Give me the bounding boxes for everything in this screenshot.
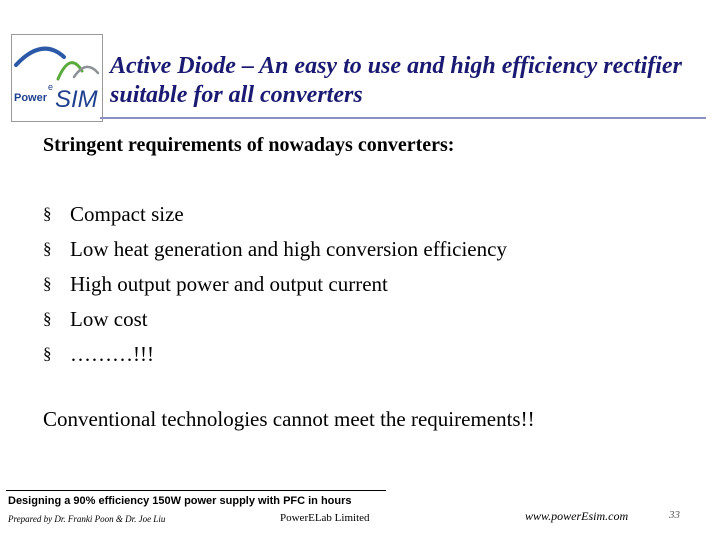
logo-sim-text: SIM — [55, 86, 98, 113]
logo-blue-arc — [16, 49, 64, 65]
list-item-text: Compact size — [70, 202, 184, 226]
list-item — [43, 235, 507, 270]
footer-divider — [6, 490, 386, 491]
bullet-marker: § — [43, 204, 52, 223]
bullet-marker: § — [43, 274, 52, 293]
bullet-marker: § — [43, 239, 52, 258]
title-divider — [100, 117, 706, 119]
bullet-marker: § — [43, 309, 52, 328]
footer-company: PowerELab Limited — [280, 512, 370, 524]
slide-title-line-1: Active Diode – An easy to use and high efficiency rectifier — [110, 53, 682, 79]
footer-url: www.powerEsim.com — [525, 509, 629, 523]
power-e-sim-logo — [11, 34, 103, 122]
slide-title-line-2: suitable for all converters — [110, 82, 363, 108]
list-item — [43, 200, 507, 235]
list-item-text: Low cost — [70, 307, 148, 331]
logo-superscript-e: e — [48, 82, 54, 92]
logo-power-text: Power — [14, 92, 48, 104]
footer-prepared-by: Prepared by Dr. Franki Poon & Dr. Joe Liu — [8, 514, 166, 524]
slide-title — [110, 52, 710, 110]
list-item-text: Low heat generation and high conversion efficiency — [70, 237, 507, 261]
bullet-marker: § — [43, 344, 52, 363]
requirements-heading: Stringent requirements of nowadays converters: — [43, 134, 455, 156]
list-item — [43, 270, 507, 305]
list-item — [43, 305, 507, 340]
list-item-text: High output power and output current — [70, 272, 388, 296]
requirements-list — [43, 200, 507, 375]
conclusion-text: Conventional technologies cannot meet the requirements!! — [43, 407, 535, 431]
list-item-text: ………!!! — [70, 342, 154, 366]
footer-title: Designing a 90% efficiency 150W power supply with PFC in hours — [8, 495, 352, 507]
list-item — [43, 340, 507, 375]
logo-graphic — [12, 35, 102, 121]
page-number: 33 — [669, 509, 680, 521]
logo-grey-arc — [74, 67, 98, 77]
